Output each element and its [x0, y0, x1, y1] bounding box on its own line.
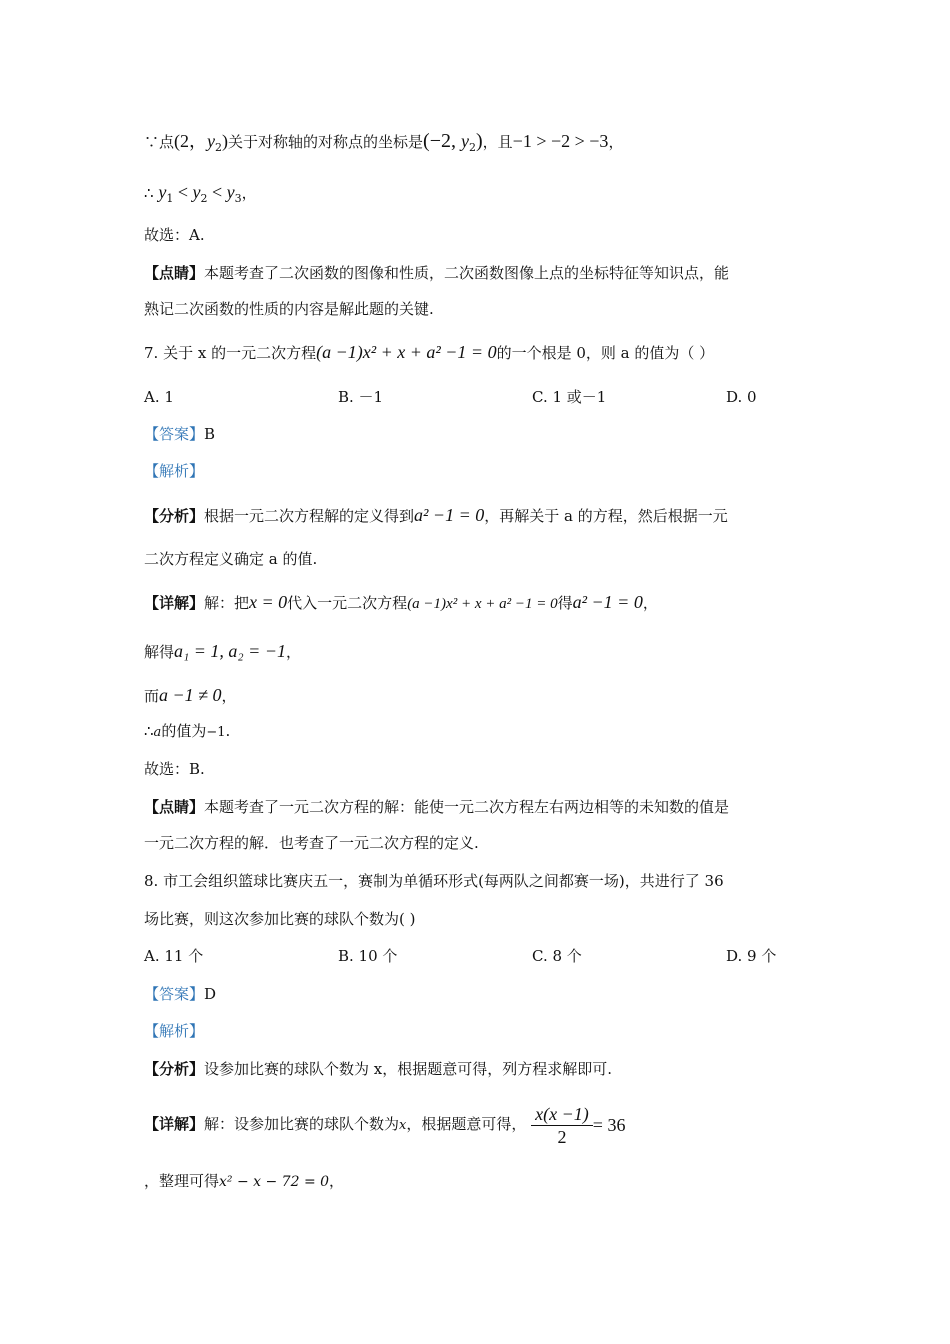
math-expr: −1 > −2 > −3	[512, 131, 609, 151]
question-8-cont: 场比赛，则这次参加比赛的球队个数为( )	[144, 910, 416, 928]
math-expr: (−2,	[423, 130, 461, 152]
math-expr: (a −1)x² + x + a² −1 = 0	[316, 342, 497, 362]
analysis-tag: 【解析】	[144, 1022, 205, 1040]
math-var: y	[207, 131, 216, 151]
answer-tag: 【答案】	[144, 985, 205, 1003]
text: ，	[221, 687, 237, 705]
math-expr: )	[222, 131, 229, 151]
section-tag: 【分析】	[144, 1060, 205, 1078]
text-line	[144, 1170, 344, 1193]
text: ∴	[144, 722, 154, 740]
text: 的值为	[161, 722, 207, 740]
question-text: 的一个根是 0，则 a 的值为（ ）	[496, 344, 715, 362]
math-var: y	[158, 182, 167, 202]
section-tag: 【分析】	[144, 507, 205, 525]
option-c: C. 8 个	[532, 947, 582, 965]
fraction	[531, 1103, 593, 1148]
math-expr: a² −1 = 0	[572, 592, 643, 612]
math-var: y	[192, 182, 201, 202]
math-expr: )	[475, 130, 483, 152]
math-expr: a −1 ≠ 0	[159, 685, 222, 705]
math-sub: 2	[468, 141, 476, 154]
math-expr: x = 0	[249, 592, 288, 612]
section-tag: 【详解】	[144, 594, 205, 612]
answer-tag: 【答案】	[144, 425, 205, 443]
text-line: 故选：A.	[144, 226, 205, 244]
text: 得	[557, 594, 573, 612]
text-line: 故选：B.	[144, 760, 205, 778]
math-expr: <	[173, 182, 193, 202]
text-line: 二次方程定义确定 a 的值.	[144, 550, 318, 568]
text-line	[144, 181, 257, 210]
text: ，	[642, 594, 658, 612]
math-expr: <	[207, 182, 227, 202]
text-line: 一元二次方程的解．也考查了一元二次方程的定义.	[144, 834, 479, 852]
answer-value: D	[204, 985, 217, 1003]
question-8: 8. 市工会组织篮球比赛庆五一，赛制为单循环形式(每两队之间都赛一场)，共进行了 36	[144, 872, 724, 890]
math-var: y	[460, 131, 469, 151]
question-text: 7. 关于 x 的一元二次方程	[144, 344, 317, 362]
analysis-line	[144, 460, 204, 482]
text-line	[144, 1101, 625, 1149]
option-a: A. 11 个	[144, 947, 204, 965]
text-line	[144, 1058, 612, 1080]
analysis-tag: 【解析】	[144, 462, 205, 480]
text: ，根据题意可得，	[406, 1115, 527, 1133]
text: ，	[329, 1172, 345, 1190]
math-expr: a₁ = 1, a₂ = −1	[174, 641, 286, 661]
text: ，且	[482, 133, 513, 151]
question-7	[144, 341, 714, 364]
analysis-line	[144, 1020, 204, 1042]
section-tag: 【详解】	[144, 1115, 205, 1133]
answer-line	[144, 983, 216, 1005]
text: 关于对称轴的对称点的坐标是	[228, 133, 424, 151]
math-expr: (2，	[174, 131, 208, 151]
option-d: D. 9 个	[726, 947, 777, 965]
section-tag: 【点睛】	[144, 264, 205, 282]
fraction-denominator: 2	[557, 1126, 567, 1147]
text: ，再解关于 a 的方程，然后根据一元	[484, 507, 728, 525]
math-expr: (a −1)x² + x + a² −1 = 0	[407, 596, 558, 612]
text-line: 熟记二次函数的性质的内容是解此题的关键.	[144, 300, 434, 318]
math-expr: = 36	[592, 1115, 626, 1135]
text: ，	[285, 643, 301, 661]
fraction-numerator: x(x −1)	[531, 1103, 593, 1126]
text: 代入一元二次方程	[287, 594, 408, 612]
answer-line	[144, 423, 215, 445]
option-a: A. 1	[144, 388, 174, 406]
text: ∴	[144, 184, 159, 202]
text-line	[144, 130, 623, 159]
text: ，	[241, 184, 257, 202]
text: 根据一元二次方程解的定义得到	[204, 507, 415, 525]
text-line	[144, 504, 728, 527]
option-c: C. 1 或－1	[532, 388, 607, 406]
math-var: x	[399, 1118, 407, 1133]
text: 解：把	[204, 594, 250, 612]
text: .	[225, 722, 231, 740]
math-sub: 3	[234, 192, 242, 205]
text-line	[144, 720, 230, 744]
math-var: a	[153, 725, 162, 740]
option-b: B. －1	[338, 388, 384, 406]
text: 而	[144, 687, 160, 705]
math-expr: x² − x − 72 = 0	[219, 1174, 330, 1190]
text: 解：设参加比赛的球队个数为	[204, 1115, 400, 1133]
text: 本题考查了一元二次方程的解：能使一元二次方程左右两边相等的未知数的值是	[204, 798, 730, 816]
math-var: y	[226, 182, 235, 202]
option-d: D. 0	[726, 388, 757, 406]
text: ，	[608, 133, 624, 151]
math-sub: 2	[215, 141, 223, 154]
math-expr: −1	[206, 725, 226, 740]
math-sub: 1	[166, 192, 174, 205]
text-line	[144, 796, 729, 818]
text-line	[144, 591, 658, 615]
text: 设参加比赛的球队个数为 x，根据题意可得，列方程求解即可.	[204, 1060, 613, 1078]
text-line	[144, 640, 301, 663]
math-expr: a² −1 = 0	[414, 505, 485, 525]
text: 解得	[144, 643, 175, 661]
text-line	[144, 262, 729, 284]
section-tag: 【点睛】	[144, 798, 205, 816]
option-b: B. 10 个	[338, 947, 398, 965]
answer-value: B	[204, 425, 216, 443]
text: 本题考查了二次函数的图像和性质，二次函数图像上点的坐标特征等知识点，能	[204, 264, 730, 282]
text-line	[144, 684, 237, 707]
text: ，整理可得	[144, 1172, 220, 1190]
text: ∵点	[144, 133, 175, 151]
math-sub: 2	[200, 192, 208, 205]
